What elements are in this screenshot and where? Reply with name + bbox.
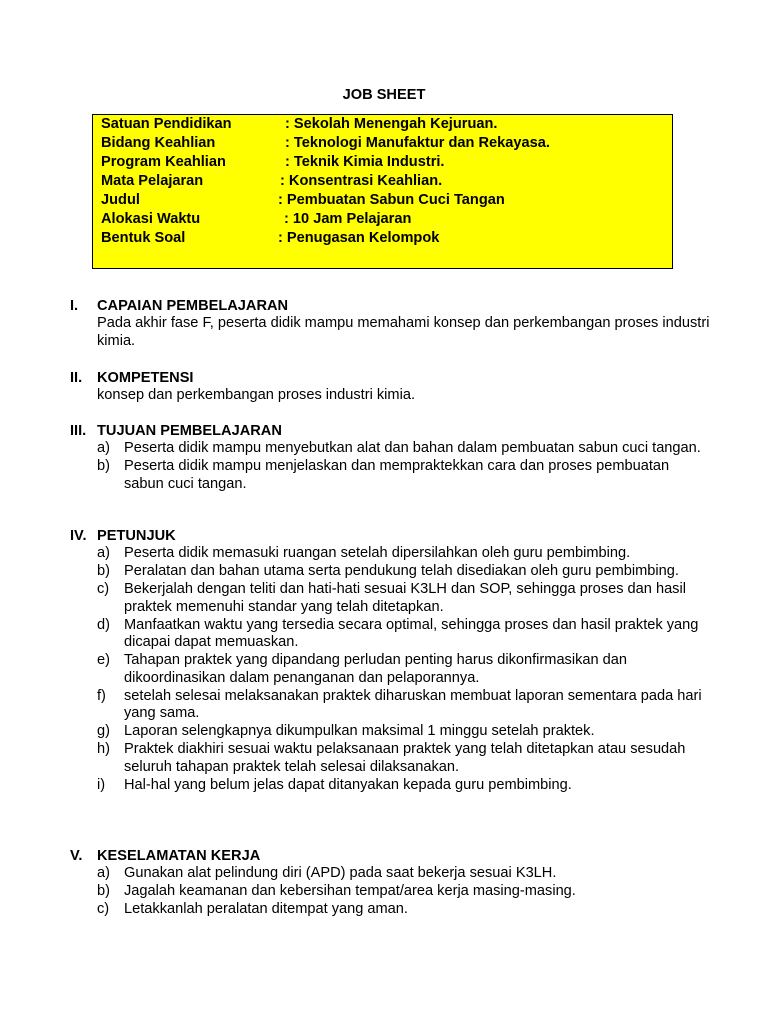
list-marker: c) (97, 901, 110, 917)
list-item (70, 440, 710, 458)
list-item-text: Manfaatkan waktu yang tersedia secara optimal, sehingga proses dan hasil praktek yang dicapai dapat memuaskan. (124, 616, 699, 650)
list-item (70, 883, 710, 901)
document-title: JOB SHEET (342, 87, 426, 103)
list-item-text: Peralatan dan bahan utama serta pendukung telah disediakan oleh guru pembimbing. (124, 563, 679, 579)
list-marker: a) (97, 440, 110, 456)
list-item (70, 458, 710, 493)
list-marker: d) (97, 616, 110, 633)
info-label: Bentuk Soal (101, 230, 186, 246)
info-row-judul (101, 191, 505, 210)
info-label: Alokasi Waktu (101, 211, 201, 227)
section-heading (70, 369, 710, 387)
list-item-text: Praktek diakhiri sesuai waktu pelaksanaan praktek yang telah ditetapkan atau sesudah seluruh tahapan praktek telah selesai dilaksanakan. (124, 741, 686, 775)
info-value: : Teknologi Manufaktur dan Rekayasa. (285, 135, 550, 151)
info-row-bentuk-soal (101, 229, 439, 248)
instruction-list (70, 545, 710, 794)
list-item-text: Gunakan alat pelindung diri (APD) pada saat bekerja sesuai K3LH. (124, 865, 557, 881)
section-number: II. (70, 370, 83, 386)
section-title: KESELAMATAN KERJA (97, 848, 261, 864)
info-row-program-keahlian (101, 153, 444, 172)
info-value: : Konsentrasi Keahlian. (280, 173, 443, 189)
safety-list (70, 865, 710, 919)
info-value: : Sekolah Menengah Kejuruan. (285, 116, 498, 132)
list-item (70, 545, 710, 563)
info-label: Program Keahlian (101, 154, 226, 170)
section-heading (70, 527, 710, 545)
list-marker: c) (97, 581, 110, 597)
list-item (70, 563, 710, 581)
list-marker: a) (97, 545, 110, 561)
section-number: IV. (70, 528, 87, 544)
list-marker: b) (97, 563, 110, 579)
list-item-text: Tahapan praktek yang dipandang perludan penting harus dikonfirmasikan dan dikoordinasikan dalam penanganan dan pelaporannya. (124, 652, 628, 686)
objective-list (70, 440, 710, 493)
section-kompetensi (70, 369, 710, 405)
section-keselamatan-kerja (70, 847, 710, 919)
section-title: CAPAIAN PEMBELAJARAN (97, 298, 289, 314)
list-marker: b) (97, 458, 110, 474)
info-label: Judul (101, 192, 140, 208)
info-value: : Teknik Kimia Industri. (285, 154, 445, 170)
list-item (70, 617, 710, 652)
section-title: PETUNJUK (97, 528, 176, 544)
section-text: Pada akhir fase F, peserta didik mampu memahami konsep dan perkembangan proses industri kimia. (97, 315, 710, 349)
list-item-text: Peserta didik mampu menyebutkan alat dan bahan dalam pembuatan sabun cuci tangan. (124, 440, 701, 456)
section-number: III. (70, 423, 87, 439)
list-item (70, 865, 710, 883)
info-value: : Penugasan Kelompok (278, 230, 440, 246)
list-item (70, 777, 710, 795)
section-number: I. (70, 298, 79, 314)
info-row-satuan-pendidikan (101, 115, 497, 134)
info-label: Satuan Pendidikan (101, 116, 232, 132)
list-marker: h) (97, 741, 110, 757)
list-item-text: Peserta didik mampu menjelaskan dan mempraktekkan cara dan proses pembuatan sabun cuci tangan. (124, 458, 670, 492)
section-petunjuk (70, 527, 710, 795)
list-marker: g) (97, 723, 110, 739)
list-marker: i) (97, 776, 106, 793)
list-item-text: Laporan selengkapnya dikumpulkan maksimal 1 minggu setelah praktek. (124, 723, 595, 739)
info-row-bidang-keahlian (101, 134, 550, 153)
list-marker: e) (97, 652, 110, 668)
section-tujuan-pembelajaran (70, 422, 710, 494)
info-value: : Pembuatan Sabun Cuci Tangan (278, 192, 505, 208)
list-item (70, 741, 710, 776)
list-item (70, 688, 710, 723)
list-item (70, 652, 710, 687)
list-item-text: Hal-hal yang belum jelas dapat ditanyakan kepada guru pembimbing. (124, 776, 572, 793)
list-marker: f) (97, 687, 106, 704)
list-marker: a) (97, 865, 110, 881)
list-marker: b) (97, 883, 110, 899)
section-capaian-pembelajaran (70, 297, 710, 350)
list-item (70, 901, 710, 919)
info-value: : 10 Jam Pelajaran (284, 211, 412, 227)
list-item-text: setelah selesai melaksanakan praktek diharuskan membuat laporan sementara pada hari yang sama. (124, 687, 702, 721)
section-heading (70, 847, 710, 865)
list-item-text: Jagalah keamanan dan kebersihan tempat/area kerja masing-masing. (124, 883, 576, 899)
section-heading (70, 422, 710, 440)
section-text: konsep dan perkembangan proses industri kimia. (97, 387, 415, 403)
info-label: Mata Pelajaran (101, 173, 204, 189)
section-number: V. (70, 848, 83, 864)
section-title: KOMPETENSI (97, 370, 194, 386)
list-item (70, 723, 710, 741)
section-heading (70, 297, 710, 315)
list-item-text: Bekerjalah dengan teliti dan hati-hati sesuai K3LH dan SOP, sehingga proses dan hasil praktek memenuhi standar yang telah ditetapkan. (124, 581, 686, 615)
info-row-alokasi-waktu (101, 210, 411, 229)
list-item-text: Letakkanlah peralatan ditempat yang aman. (124, 901, 408, 917)
info-label: Bidang Keahlian (101, 135, 216, 151)
section-title: TUJUAN PEMBELAJARAN (97, 423, 282, 439)
list-item-text: Peserta didik memasuki ruangan setelah dipersilahkan oleh guru pembimbing. (124, 545, 631, 561)
info-row-mata-pelajaran (101, 172, 442, 191)
info-box (92, 114, 673, 269)
list-item (70, 581, 710, 616)
